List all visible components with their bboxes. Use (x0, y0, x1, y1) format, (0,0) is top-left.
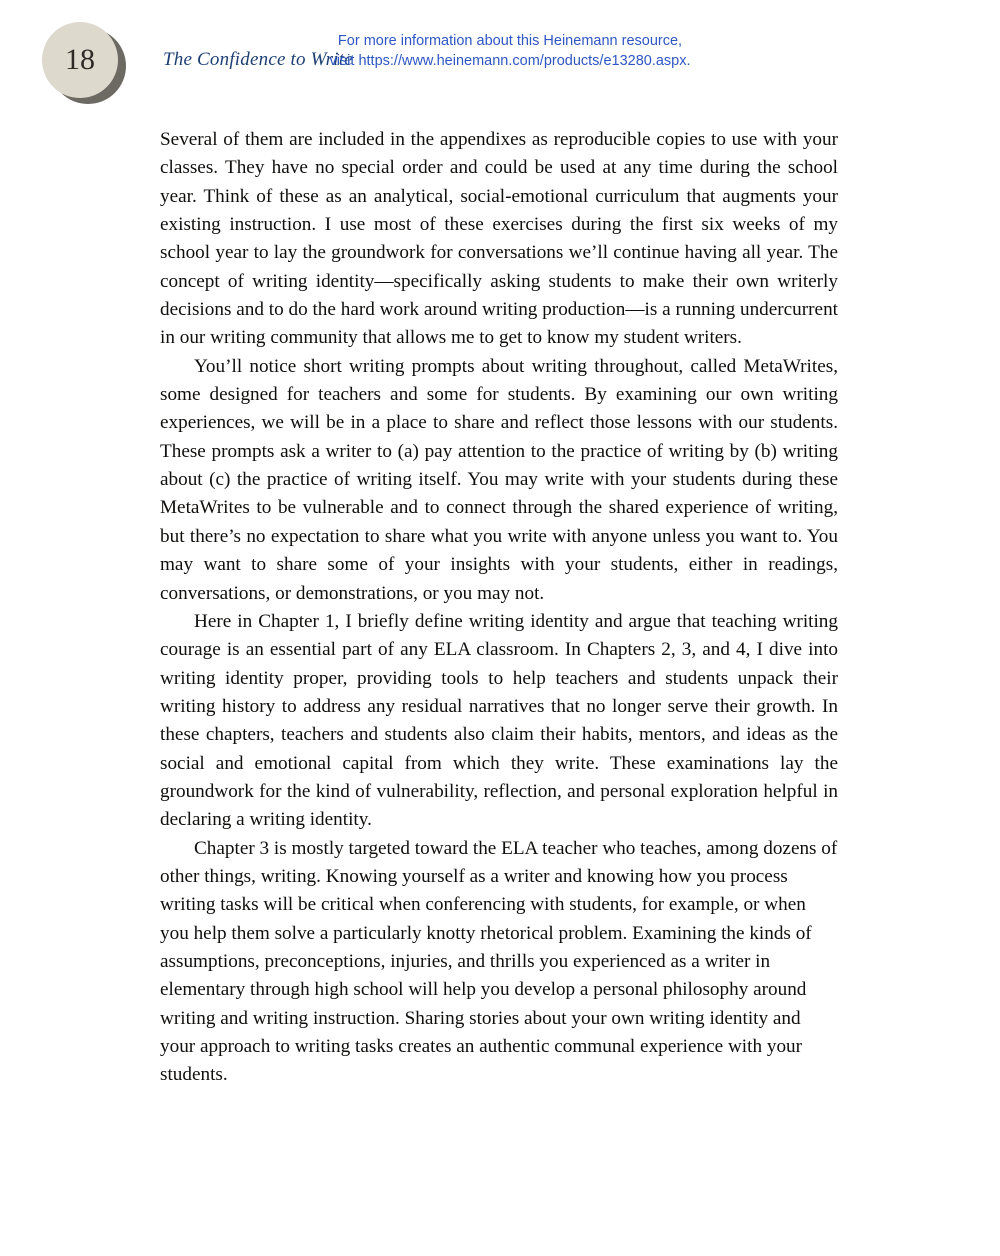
page-header (0, 0, 1000, 110)
paragraph-1: Several of them are included in the appendixes as reproducible copies to use with your classes. They have no special order and could be used at any time during the school year. Think of these as an analytical, social-emotional curriculum that augments your existing instruction. I use most of these exercises during the first six weeks of my school year to lay the groundwork for conversations we’ll continue having all year. The concept of writing identity—specifically asking students to make their own writerly decisions and to do the hard work around writing production—is a running undercurrent in our writing community that allows me to get to know my student writers. (160, 129, 838, 349)
promo-line-1: For more information about this Heinemann resource, (337, 33, 683, 49)
promo-line-2: visit https://www.heinemann.com/products/e13280.aspx. (329, 53, 691, 69)
promo-notice (310, 31, 710, 71)
body-text-column (160, 126, 838, 1090)
paragraph-2: You’ll notice short writing prompts about writing throughout, called MetaWrites, some designed for teachers and some for students. By examining our own writing experiences, we will be in a place to share and reflect those lessons with our students. These prompts ask a writer to (a) pay attention to the practice of writing by (b) writing about (c) the practice of writing itself. You may write with your students during these MetaWrites to be vulnerable and to connect through the shared experience of writing, but there’s no expectation to share what you write with anyone unless you want to. You may want to share some of your insights with your students, either in readings, conversations, or demonstrations, or you may not. (160, 355, 838, 604)
running-title: The Confidence to Write (163, 49, 353, 70)
folio-badge (42, 22, 126, 106)
paragraph-3: Here in Chapter 1, I briefly define writing identity and argue that teaching writing courage is an essential part of any ELA classroom. In Chapters 2, 3, and 4, I dive into writing identity proper, providing tools to help teachers and students unpack their writing history to address any residual narratives that no longer serve their growth. In these chapters, teachers and students also claim their habits, mentors, and ideas as the social and emotional capital from which they write. These examinations lay the groundwork for the kind of vulnerability, reflection, and personal exploration helpful in declaring a writing identity. (160, 610, 838, 831)
paragraph-4: Chapter 3 is mostly targeted toward the ELA teacher who teaches, among dozens of other things, writing. Knowing yourself as a writer and knowing how you process writing tasks will be critical when conferencing with students, for example, or when you help them solve a particularly knotty rhetorical problem. Examining the kinds of assumptions, preconceptions, injuries, and thrills you experienced as a writer in elementary through high school will help you develop a personal philosophy around writing and writing instruction. Sharing stories about your own writing identity and your approach to writing tasks creates an authentic communal experience with your students. (160, 837, 838, 1086)
page-number: 18 (65, 43, 95, 76)
